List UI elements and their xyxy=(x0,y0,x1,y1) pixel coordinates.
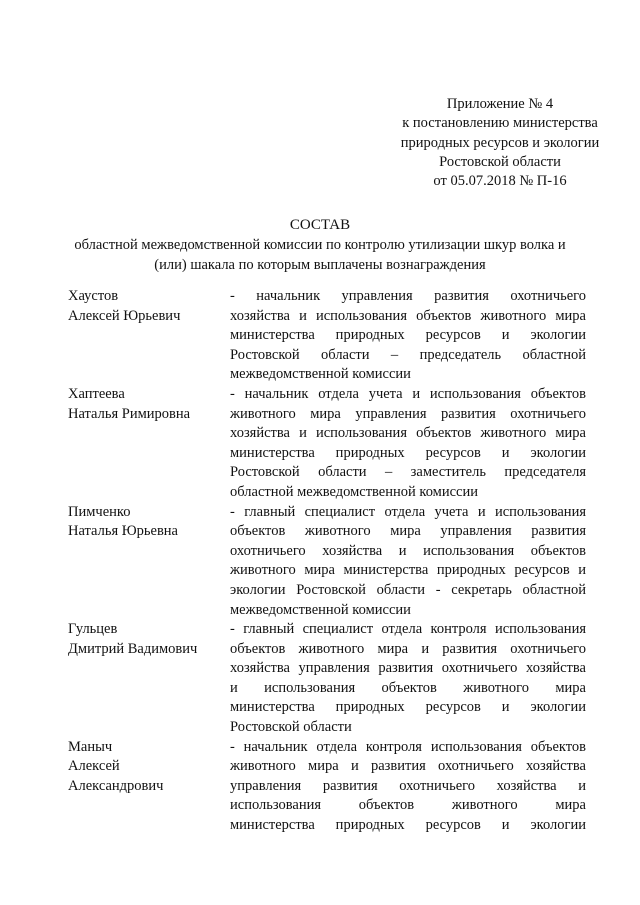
member-name xyxy=(68,385,230,503)
member-role-line: межведомственной комиссии xyxy=(230,366,411,383)
subtitle-line: областной межведомственной комиссии по контролю утилизации шкур волка и xyxy=(74,237,566,253)
appendix-line: природных ресурсов и экологии xyxy=(400,134,600,151)
member-role-line: министерства природных ресурсов и экологии xyxy=(230,444,586,461)
member-role-line: областной межведомственной комиссии xyxy=(230,483,479,500)
document-subtitle xyxy=(60,236,580,275)
member-role-line: объектов животного мира и развития охотничьего xyxy=(230,640,586,657)
member-role-line: хозяйства и использования объектов животного мира xyxy=(230,307,586,324)
member-name-line: Хаптеева xyxy=(68,385,125,402)
member-role-line: животного мира министерства природных ресурсов и xyxy=(230,562,586,579)
member-name-line: Александрович xyxy=(68,777,164,794)
member-role-line: Ростовской области xyxy=(230,719,352,736)
member-row xyxy=(68,287,588,385)
member-name-line: Пимченко xyxy=(68,503,131,520)
subtitle-line: (или) шакала по которым выплачены вознаграждения xyxy=(154,256,486,273)
member-role xyxy=(230,620,586,738)
member-role-line: и использования объектов животного мира xyxy=(230,679,586,696)
member-role-line: хозяйства управления развития охотничьего хозяйства xyxy=(230,660,586,677)
member-name-line: Наталья Римировна xyxy=(68,405,191,422)
appendix-line: к постановлению министерства xyxy=(402,115,598,132)
member-name-line: Гульцев xyxy=(68,621,118,638)
member-name-line: Наталья Юрьевна xyxy=(68,523,178,540)
member-role xyxy=(230,287,586,385)
member-role-line: объектов животного мира управления развития xyxy=(230,523,586,540)
member-name xyxy=(68,503,230,621)
appendix-header xyxy=(360,95,640,191)
member-role-line: министерства природных ресурсов и экологии xyxy=(230,327,586,344)
document-title: СОСТАВ xyxy=(289,217,351,233)
appendix-line: от 05.07.2018 № П-16 xyxy=(433,173,567,190)
member-role-line: управления развития охотничьего хозяйства и xyxy=(230,777,586,794)
member-role-line: межведомственной комиссии xyxy=(230,601,411,618)
member-name xyxy=(68,620,230,738)
member-role-line: животного мира управления развития охотничьего xyxy=(230,405,586,422)
member-role-line: использования объектов животного мира xyxy=(230,797,586,814)
member-name-line: Маныч xyxy=(68,738,113,755)
member-name xyxy=(68,738,230,836)
member-role-line: министерства природных ресурсов и экологии xyxy=(230,699,586,716)
member-role xyxy=(230,503,586,621)
member-role-line: - главный специалист отдела контроля использования xyxy=(230,621,586,638)
member-role-line: экологии Ростовской области - секретарь областной xyxy=(230,581,586,598)
member-role xyxy=(230,738,586,836)
member-name xyxy=(68,287,230,385)
member-role-line: хозяйства и использования объектов животного мира xyxy=(230,425,586,442)
appendix-line: Ростовской области xyxy=(439,153,561,170)
member-row xyxy=(68,738,588,836)
member-role-line: Ростовской области – председатель областной xyxy=(230,346,586,363)
member-name-line: Алексей xyxy=(68,758,120,775)
member-role-line: животного мира и развития охотничьего хозяйства xyxy=(230,758,586,775)
member-row xyxy=(68,385,588,503)
member-role-line: - начальник отдела контроля использования объектов xyxy=(230,738,586,755)
member-name-line: Алексей Юрьевич xyxy=(68,307,181,324)
member-role-line: - главный специалист отдела учета и использования xyxy=(230,503,586,520)
member-list xyxy=(68,287,588,836)
member-row xyxy=(68,620,588,738)
appendix-line: Приложение № 4 xyxy=(446,96,554,112)
member-name-line: Хаустов xyxy=(68,288,119,304)
member-role-line: министерства природных ресурсов и экологии xyxy=(230,817,586,834)
member-row xyxy=(68,503,588,621)
member-role-line: - начальник отдела учета и использования объектов xyxy=(230,385,586,402)
member-role-line: - начальник управления развития охотничьего xyxy=(230,288,586,304)
member-role-line: Ростовской области – заместитель председателя xyxy=(230,464,586,481)
member-name-line: Дмитрий Вадимович xyxy=(68,640,198,657)
member-role xyxy=(230,385,586,503)
member-role-line: охотничьего хозяйства и использования объектов xyxy=(230,542,586,559)
